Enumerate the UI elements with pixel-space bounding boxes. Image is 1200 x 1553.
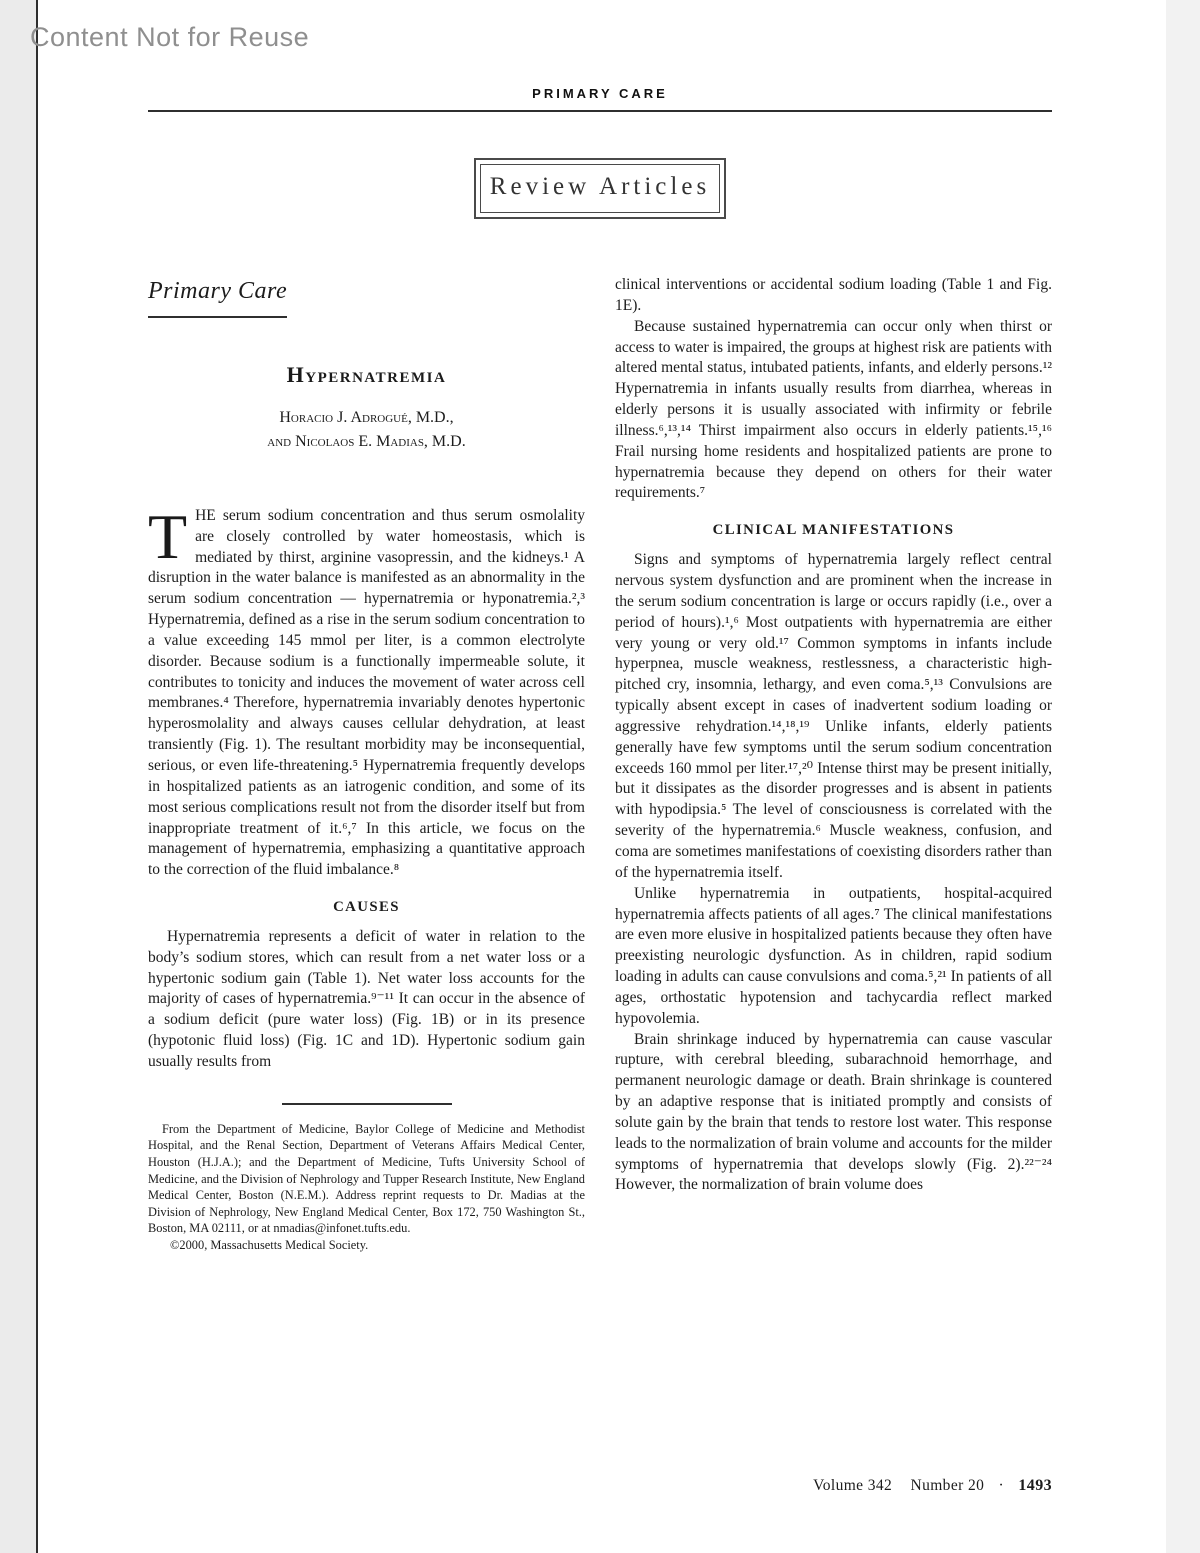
clinical-manifestations-heading: CLINICAL MANIFESTATIONS [712,522,955,539]
footer-page-number: 1493 [1018,1477,1052,1494]
drop-cap: T [148,500,188,572]
header-rule [148,110,1052,112]
page-edge-margin-right [1166,0,1200,1553]
causes-heading: CAUSES [333,899,400,916]
section-kicker [148,275,585,318]
author-1: Horacio J. Adrogué, M.D., [279,408,454,426]
paragraph: Because sustained hypernatremia can occur only when thirst or access to water is impaired, the groups at highest risk are patients with altered mental status, intubated patients, infants, and elderly persons.¹² Hypernatremia in infants usually results from diarrhea, whereas in elderly persons it is usually associated with infirmity or febrile illness.⁶,¹³,¹⁴ Thirst impairment also occurs in elderly patients.¹⁵,¹⁶ Frail nursing home residents and hospitalized patients are prone to hypernatremia because they depend on others for their water requirements.⁷ [615,317,1052,502]
intro-paragraph-text: HE serum sodium concentration and thus serum osmolality are closely controlled by water homeostasis, which is mediated by thirst, arginine vasopressin, and the kidneys.¹ A disruption in the water balance is manifested as an abnormality in the serum sodium concentration — hypernatremia or hyponatremia.²,³ Hypernatremia, defined as a rise in the serum sodium concentration to a value exceeding 145 mmol per liter, is a common electrolyte disorder. Because sodium is a functionally impermeable solute, it contributes to tonicity and induces the movement of water across cell membranes.⁴ Therefore, hypernatremia invariably denotes hypertonic hyperosmolality and always causes cellular dehydration, at least transiently (Fig. 1). The resultant morbidity may be inconsequential, serious, or even life-threatening.⁵ Hypernatremia frequently develops in hospitalized patients as an iatrogenic condition, and some of its most serious complications result not from the disorder itself but from inappropriate treatment of it.⁶,⁷ In this article, we focus on the management of hypernatremia, emphasizing a quantitative approach to the correction of the fluid imbalance.⁸ [148,506,585,879]
watermark: Content Not for Reuse [30,22,310,52]
author-byline [148,406,585,454]
page-binding-line [36,0,38,1553]
paragraph: Signs and symptoms of hypernatremia largely reflect central nervous system dysfunction and are prominent when the increase in the serum sodium concentration is large or occurs rapidly (i.e., over a period of hours).¹,⁶ Most outpatients with hypernatremia are either very young or very old.¹⁷ Common symptoms in infants include hyperpnea, muscle weakness, restlessness, a characteristic high-pitched cry, insomnia, lethargy, and even coma.⁵,¹³ Convulsions are typically absent except in cases of inadvertent sodium loading or aggressive rehydration.¹⁴,¹⁸,¹⁹ Unlike infants, elderly patients generally have few symptoms until the serum sodium concentration exceeds 160 mmol per liter.¹⁷,²⁰ Intense thirst may be present initially, but it dissipates as the disorder progresses and is absent in patients with hypodipsia.⁵ The level of consciousness is correlated with the severity of the hypernatremia.⁶ Muscle weakness, confusion, and coma are sometimes manifestations of coexisting disorders rather than of the hypernatremia itself. [615,551,1052,881]
two-column-layout [148,275,1052,1254]
page-footer [813,1477,1052,1495]
footer-separator: · [998,1477,1005,1494]
running-head: PRIMARY CARE [532,86,668,101]
review-articles-banner [474,158,726,219]
intro-paragraph [148,500,585,881]
paragraph: Brain shrinkage induced by hypernatremia can cause vascular rupture, with cerebral bleeding, subarachnoid hemorrhage, and permanent neurologic damage or death. Brain shrinkage is countered by an adaptive response that is initiated promptly and consists of solute gain by the brain that tends to restore lost water. This response leads to the normalization of brain volume and accounts for the milder symptoms of hypernatremia that develops slowly (Fig. 2).²²⁻²⁴ However, the normalization of brain volume does [615,1030,1052,1194]
footnote-divider [282,1103,452,1105]
causes-paragraph: Hypernatremia represents a deficit of water in relation to the body’s sodium stores, which can result from a net water loss or a hypertonic sodium gain (Table 1). Net water loss accounts for the majority of cases of hypernatremia.⁹⁻¹¹ It can occur in the absence of a sodium deficit (pure water loss) (Fig. 1B) or in its presence (hypotonic fluid loss) (Fig. 1C and 1D). Hypertonic sodium gain usually results from [148,927,585,1070]
section-kicker-label: Primary Care [148,275,287,318]
journal-page [148,0,1052,1254]
paragraph: Unlike hypernatremia in outpatients, hospital-acquired hypernatremia affects patients of all ages.⁷ The clinical manifestations are even more elusive in hospitalized patients because they often have preexisting neurologic dysfunction. As in children, rapid sodium loading in adults can cause convulsions and coma.⁵,²¹ In patients of all ages, orthostatic hypotension and tachycardia reflect marked hypovolemia. [615,884,1052,1027]
footer-volume: Volume 342 [813,1477,893,1494]
copyright-notice: ©2000, Massachusetts Medical Society. [170,1238,369,1253]
continuation-paragraph: clinical interventions or accidental sodium loading (Table 1 and Fig. 1E). [615,276,1052,314]
article-title: Hypernatremia [286,362,447,388]
footer-issue-number: Number 20 [910,1477,985,1494]
page-edge-margin-left [0,0,36,1553]
author-2: and Nicolaos E. Madias, M.D. [267,432,466,450]
right-column [615,275,1052,1254]
banner-label: Review Articles [489,173,711,200]
affiliation-footnote: From the Department of Medicine, Baylor College of Medicine and Methodist Hospital, and the Renal Section, Department of Veterans Affairs Medical Center, Houston (H.J.A.); and the Department of Medicine, Tufts University School of Medicine, and the Division of Nephrology and Tupper Research Institute, New England Medical Center, Boston (N.E.M.). Address reprint requests to Dr. Madias at the Division of Nephrology, New England Medical Center, Box 172, 750 Washington St., Boston, MA 02111, or at nmadias@infonet.tufts.edu. [148,1121,585,1236]
left-column [148,275,585,1254]
review-articles-banner-inner [480,164,720,213]
